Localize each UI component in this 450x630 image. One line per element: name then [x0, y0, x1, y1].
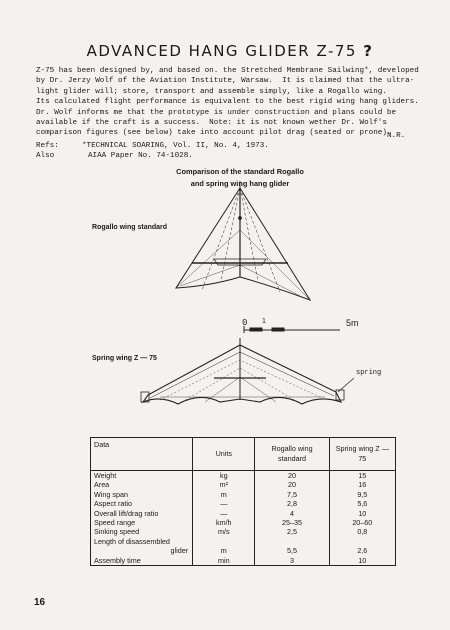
rogallo-value: 20 — [255, 480, 329, 489]
row-label: Assembly time — [91, 556, 193, 566]
spring-callout-label: spring — [356, 369, 382, 377]
table-header: Rogallo wing standard — [255, 438, 329, 471]
spring-value: 0,8 — [329, 527, 395, 536]
rogallo-value — [255, 537, 329, 546]
body-line: Z-75 has been designed by, and based on. the Stretched Membrane Sailwing*, developed — [36, 67, 419, 75]
row-label: Length of disassembled — [91, 537, 193, 546]
comparison-table — [90, 437, 396, 566]
table-header: Data — [91, 438, 193, 471]
reference-line: Refs: *TECHNICAL SOARING, Vol. II, No. 4, 1973. — [36, 142, 269, 150]
table-row — [91, 480, 396, 489]
scale-label-zero: 0 — [242, 318, 248, 328]
table-row — [91, 499, 396, 508]
row-label: Aspect ratio — [91, 499, 193, 508]
rogallo-value: 2,5 — [255, 527, 329, 536]
rogallo-value: 4 — [255, 509, 329, 518]
row-label: Weight — [91, 471, 193, 481]
spring-wing-label: Spring wing Z — 75 — [92, 355, 157, 362]
table-row — [91, 546, 396, 555]
spring-value: 2,6 — [329, 546, 395, 555]
table-row — [91, 527, 396, 536]
figure-title: Comparison of the standard Rogallo and spring wing hang glider — [176, 167, 304, 188]
body-line: comparison figures (see below) take into account pilot drag (seated or prone). — [36, 129, 392, 138]
row-label: Sinking speed — [91, 527, 193, 536]
spring-value: 10 — [329, 556, 395, 566]
rogallo-value: 2,8 — [255, 499, 329, 508]
row-unit: m/s — [193, 527, 255, 536]
body-line: Dr. Wolf informs me that the prototype is under construction and plans could be — [36, 108, 397, 117]
body-line: by Dr. Jerzy Wolf of the Aviation Institute, Warsaw. It is claimed that the ultra- — [36, 77, 415, 86]
spring-value: 10 — [329, 509, 395, 518]
rogallo-value: 3 — [255, 556, 329, 566]
page-number: 16 — [34, 597, 46, 608]
row-unit: m — [193, 490, 255, 499]
table-row — [91, 490, 396, 499]
row-label: Speed range — [91, 518, 193, 527]
table-row — [91, 509, 396, 518]
author-initials: N.R. — [387, 132, 406, 140]
table-row — [91, 518, 396, 527]
scale-bar — [244, 326, 340, 333]
spring-value: 5,6 — [329, 499, 395, 508]
spring-wing-drawing — [141, 338, 354, 404]
rogallo-value: 20 — [255, 471, 329, 481]
reference-line: Also AIAA Paper No. 74-1028. — [36, 152, 193, 160]
spring-value: 15 — [329, 471, 395, 481]
row-unit: km/h — [193, 518, 255, 527]
row-unit: — — [193, 509, 255, 518]
row-unit: m² — [193, 480, 255, 489]
table-row — [91, 471, 396, 481]
body-line: light glider will; store, transport and assemble simply, like a Rogallo wing. — [36, 87, 387, 96]
rogallo-label: Rogallo wing standard — [92, 224, 168, 231]
table-row — [91, 556, 396, 566]
row-unit: min — [193, 556, 255, 566]
table-header: Units — [193, 438, 255, 471]
body-line: Its calculated flight performance is equivalent to the best rigid wing hang gliders. — [36, 98, 419, 107]
scale-label-one: 1 — [262, 318, 266, 325]
row-label: glider — [91, 546, 193, 555]
spring-value: 16 — [329, 480, 395, 489]
table-row — [91, 537, 396, 546]
row-label: Area — [91, 480, 193, 489]
row-unit — [193, 537, 255, 546]
rogallo-value: 25–35 — [255, 518, 329, 527]
scale-label-five: 5m — [346, 318, 359, 328]
body-line: available if the craft is a success. Note: it is not known wether Dr. Wolf's — [36, 119, 387, 128]
row-unit: m — [193, 546, 255, 555]
rogallo-wing-drawing — [176, 181, 310, 300]
row-label: Wing span — [91, 490, 193, 499]
rogallo-value: 5,5 — [255, 546, 329, 555]
table-header: Spring wing Z — 75 — [329, 438, 395, 471]
page-title: ADVANCED HANG GLIDER Z-75 ? — [86, 42, 374, 60]
spring-value: 20–60 — [329, 518, 395, 527]
spring-value: 9,5 — [329, 490, 395, 499]
rogallo-value: 7,5 — [255, 490, 329, 499]
spring-value — [329, 537, 395, 546]
row-unit: — — [193, 499, 255, 508]
row-unit: kg — [193, 471, 255, 481]
row-label: Overall lift/drag ratio — [91, 509, 193, 518]
table-header-row — [91, 438, 396, 471]
